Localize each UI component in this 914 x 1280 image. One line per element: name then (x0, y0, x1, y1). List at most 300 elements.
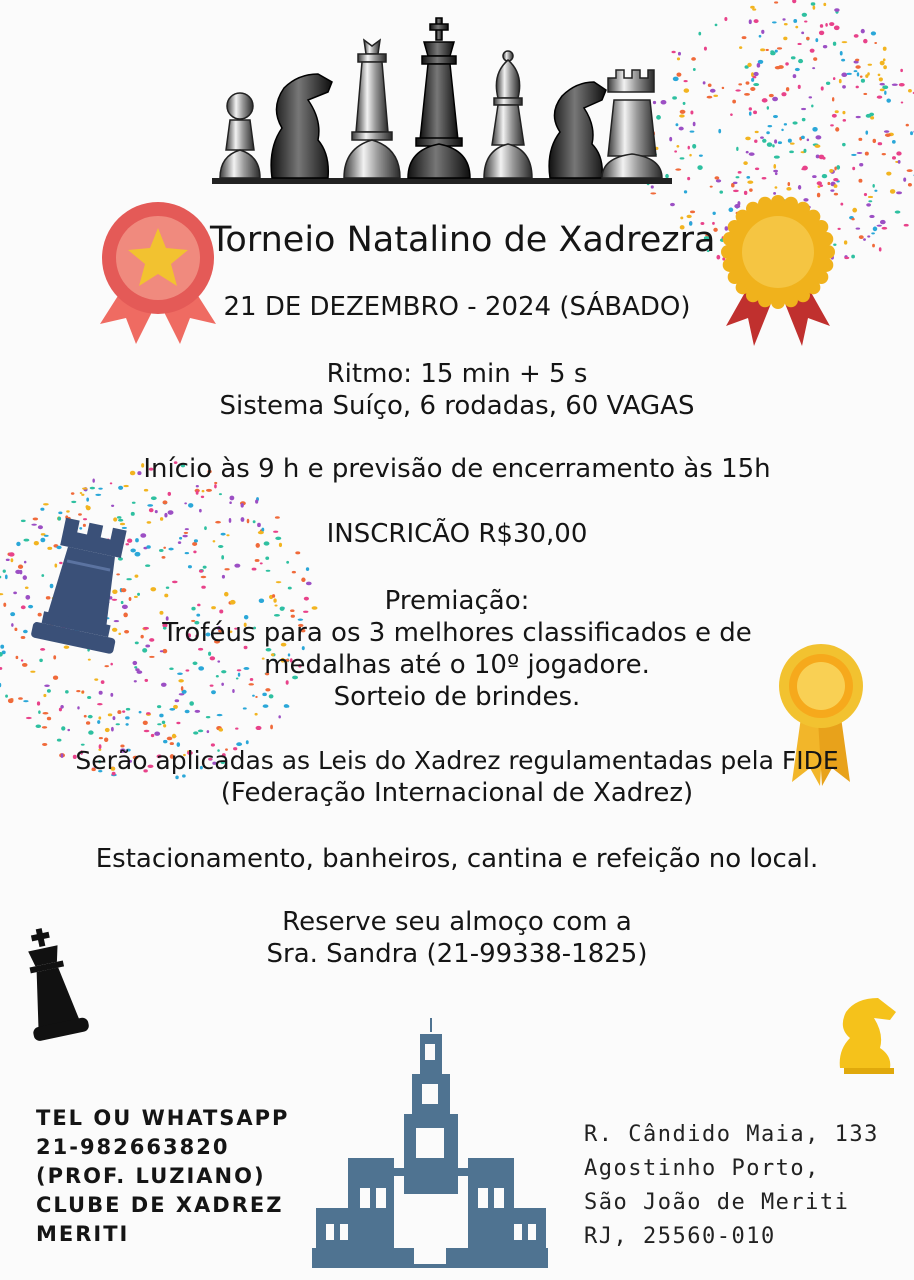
confetti-dot (792, 0, 796, 3)
confetti-dot (863, 238, 866, 241)
inscricao-text: INSCRICÃO R$30,00 (326, 519, 588, 549)
confetti-dot (837, 228, 840, 230)
confetti-dot (196, 485, 199, 487)
confetti-dot (674, 150, 677, 152)
confetti-dot (867, 235, 870, 237)
address-line: RJ, 25560-010 (584, 1224, 776, 1249)
premiacao-line2: medalhas até o 10º jogadore. (264, 650, 650, 680)
confetti-dot (743, 161, 747, 165)
confetti-dot (677, 57, 680, 60)
confetti-dot (835, 127, 839, 132)
confetti-dot (260, 562, 263, 564)
confetti-dot (753, 83, 759, 86)
confetti-dot (775, 66, 781, 69)
confetti-dot (98, 716, 101, 719)
leis-line1: Serão aplicadas as Leis do Xadrez regulamentadas pela FIDE (75, 746, 839, 775)
confetti-dot (833, 178, 838, 181)
confetti-dot (688, 146, 690, 150)
confetti-dot (880, 61, 885, 66)
confetti-dot (151, 496, 157, 500)
confetti-dot (71, 501, 76, 503)
confetti-dot (852, 208, 857, 213)
confetti-dot (699, 154, 703, 156)
confetti-dot (40, 508, 44, 511)
confetti-dot (856, 86, 859, 89)
almoco-line2: Sra. Sandra (21-99338-1825) (266, 939, 648, 969)
confetti-dot (761, 30, 764, 34)
confetti-dot (112, 716, 115, 720)
confetti-dot (744, 191, 747, 195)
confetti-dot (840, 51, 843, 56)
confetti-dot (671, 51, 675, 54)
confetti-dot (265, 557, 269, 560)
confetti-dot (692, 144, 696, 149)
confetti-dot (777, 47, 782, 49)
confetti-dot (871, 232, 875, 234)
confetti-dot (703, 81, 706, 84)
confetti-dot (95, 494, 101, 496)
confetti-dot (739, 46, 742, 49)
confetti-dot (789, 151, 794, 154)
confetti-dot (295, 551, 300, 554)
confetti-dot (755, 167, 759, 170)
confetti-dot (814, 144, 820, 147)
confetti-dot (835, 110, 839, 113)
confetti-dot (255, 559, 260, 562)
confetti-dot (820, 24, 823, 28)
confetti-dot (904, 224, 909, 227)
address-block (584, 1118, 879, 1254)
confetti-dot (830, 124, 834, 126)
confetti-dot (785, 62, 789, 65)
confetti-dot (855, 59, 859, 62)
confetti-dot (754, 140, 757, 143)
confetti-dot (781, 92, 786, 96)
contact-block (36, 1104, 289, 1249)
confetti-dot (833, 42, 836, 46)
address-line: R. Cândido Maia, 133 (584, 1122, 879, 1147)
confetti-dot (116, 723, 120, 725)
confetti-dot (736, 176, 740, 178)
confetti-dot (797, 43, 801, 45)
confetti-dot (859, 235, 864, 239)
confetti-dot (864, 193, 867, 196)
confetti-dot (892, 156, 896, 160)
confetti-dot (193, 550, 196, 553)
confetti-dot (680, 110, 686, 114)
confetti-dot (829, 169, 833, 173)
confetti-dot (162, 721, 165, 724)
confetti-dot (773, 170, 778, 173)
confetti-dot (43, 503, 49, 505)
confetti-dot (829, 22, 834, 26)
confetti-dot (206, 489, 212, 492)
confetti-dot (819, 155, 825, 160)
confetti-dot (872, 184, 874, 188)
confetti-dot (832, 97, 834, 101)
confetti-dot (851, 154, 856, 156)
confetti-dot (687, 215, 692, 218)
confetti-dot (856, 228, 861, 230)
confetti-dot (755, 131, 759, 133)
confetti-dot (812, 175, 817, 178)
confetti-dot (788, 139, 792, 143)
confetti-dot (738, 171, 742, 174)
confetti-dot (9, 552, 15, 556)
confetti-dot (762, 177, 767, 179)
confetti-dot (834, 193, 838, 196)
confetti-dot (5, 574, 8, 579)
confetti-dot (715, 176, 720, 179)
confetti-dot (155, 510, 158, 513)
confetti-dot (712, 212, 715, 215)
confetti-dot (125, 723, 128, 726)
confetti-dot (66, 510, 70, 512)
confetti-dot (105, 728, 110, 732)
confetti-dot (713, 95, 718, 97)
confetti-dot (707, 96, 713, 99)
confetti-dot (58, 512, 62, 515)
confetti-dot (716, 179, 721, 182)
confetti-dot (892, 84, 898, 86)
confetti-dot (782, 18, 785, 20)
confetti-dot (806, 37, 810, 40)
confetti-dot (88, 715, 93, 718)
confetti-dot (746, 151, 749, 154)
confetti-dot (886, 172, 891, 176)
confetti-dot (879, 83, 884, 86)
confetti-dot (26, 717, 32, 719)
confetti-dot (193, 731, 198, 734)
confetti-dot (188, 503, 193, 508)
confetti-dot (697, 165, 702, 170)
confetti-dot (201, 576, 207, 578)
confetti-dot (691, 57, 696, 61)
confetti-dot (900, 69, 903, 72)
confetti-dot (757, 63, 761, 68)
confetti-dot (6, 559, 10, 561)
confetti-dot (81, 494, 84, 496)
confetti-dot (792, 121, 797, 124)
confetti-dot (812, 67, 815, 69)
confetti-dot (753, 72, 758, 76)
confetti-dot (874, 42, 877, 44)
estrutura-text: Estacionamento, banheiros, cantina e refeição no local. (95, 844, 819, 874)
confetti-dot (111, 727, 114, 732)
confetti-dot (680, 157, 685, 159)
confetti-dot (224, 568, 229, 570)
confetti-dot (775, 186, 778, 189)
confetti-dot (863, 93, 867, 95)
confetti-dot (871, 31, 876, 35)
confetti-dot (678, 52, 681, 56)
confetti-dot (306, 567, 309, 571)
confetti-dot (719, 190, 723, 193)
confetti-dot (841, 73, 847, 78)
confetti-dot (798, 85, 801, 89)
confetti-dot (877, 225, 882, 227)
confetti-dot (745, 137, 751, 141)
confetti-dot (255, 500, 258, 504)
confetti-dot (217, 714, 223, 716)
confetti-dot (234, 564, 240, 568)
confetti-dot (715, 24, 718, 27)
confetti-dot (241, 503, 244, 508)
confetti-dot (203, 566, 207, 569)
confetti-dot (766, 49, 769, 51)
confetti-dot (817, 193, 820, 198)
address-line: Agostinho Porto, (584, 1156, 820, 1181)
confetti-dot (804, 20, 807, 22)
confetti-dot (783, 37, 787, 41)
confetti-dot (742, 36, 747, 39)
confetti-dot (762, 98, 768, 102)
confetti-dot (11, 558, 14, 562)
confetti-dot (672, 96, 677, 99)
confetti-dot (759, 35, 762, 38)
confetti-dot (823, 3, 826, 6)
almoco-line1: Reserve seu almoço com a (282, 907, 632, 937)
confetti-dot (767, 142, 772, 147)
confetti-dot (690, 211, 695, 214)
confetti-dot (693, 122, 696, 127)
confetti-dot (846, 73, 851, 75)
confetti-dot (689, 154, 691, 157)
confetti-dot (791, 56, 796, 59)
confetti-dot (770, 50, 774, 53)
confetti-dot (733, 182, 738, 184)
confetti-dot (698, 32, 701, 36)
confetti-dot (819, 184, 823, 187)
confetti-dot (832, 114, 837, 118)
confetti-dot (144, 730, 150, 732)
confetti-dot (798, 185, 801, 190)
confetti-dot (276, 581, 282, 583)
confetti-dot (760, 48, 765, 51)
confetti-dot (675, 168, 681, 170)
confetti-dot (801, 168, 807, 170)
confetti-dot (676, 145, 679, 148)
confetti-dot (147, 504, 153, 507)
confetti-dot (790, 142, 795, 144)
confetti-dot (793, 19, 797, 23)
confetti-dot (906, 124, 909, 127)
confetti-dot (82, 487, 87, 489)
confetti-dot (733, 190, 739, 192)
confetti-dot (143, 721, 148, 725)
confetti-dot (219, 728, 224, 732)
confetti-dot (866, 203, 871, 206)
confetti-dot (769, 94, 774, 97)
confetti-dot (196, 490, 199, 495)
confetti-dot (42, 726, 47, 728)
confetti-dot (861, 79, 865, 83)
confetti-dot (784, 123, 787, 125)
confetti-dot (842, 143, 846, 146)
confetti-dot (827, 182, 830, 185)
confetti-dot (821, 86, 824, 90)
confetti-dot (883, 65, 887, 69)
confetti-dot (235, 728, 238, 730)
confetti-dot (157, 723, 161, 725)
confetti-dot (252, 568, 257, 571)
confetti-dot (882, 153, 886, 155)
confetti-dot (90, 487, 95, 490)
confetti-dot (71, 492, 75, 495)
confetti-dot (80, 492, 83, 494)
confetti-dot (874, 190, 877, 192)
confetti-dot (206, 716, 211, 718)
confetti-dot (693, 68, 696, 71)
confetti-dot (774, 155, 780, 158)
chess-pieces-row-icon (212, 18, 672, 186)
confetti-dot (863, 39, 867, 44)
confetti-dot (860, 76, 863, 78)
confetti-dot (684, 190, 687, 193)
confetti-dot (172, 734, 176, 739)
confetti-dot (704, 47, 707, 51)
confetti-dot (865, 131, 868, 135)
confetti-dot (834, 184, 838, 188)
confetti-dot (722, 87, 725, 89)
confetti-dot (786, 187, 791, 191)
confetti-dot (798, 59, 803, 63)
confetti-dot (84, 715, 87, 718)
event-title: Torneio Natalino de Xadrezra (210, 220, 716, 260)
confetti-dot (834, 166, 836, 170)
confetti-dot (747, 181, 753, 184)
confetti-dot (839, 79, 842, 83)
confetti-dot (221, 555, 224, 559)
confetti-dot (162, 556, 166, 559)
confetti-dot (270, 725, 273, 730)
confetti-dot (766, 131, 770, 134)
confetti-dot (858, 138, 862, 141)
confetti-dot (0, 576, 1, 579)
horario-text: Início às 9 h e previsão de encerramento às 15h (143, 454, 771, 484)
confetti-dot (801, 108, 806, 110)
confetti-dot (676, 72, 681, 76)
contact-line: CLUBE DE XADREZ (36, 1193, 284, 1217)
confetti-dot (708, 84, 712, 88)
confetti-dot (767, 106, 769, 110)
confetti-dot (795, 68, 800, 71)
confetti-dot (753, 111, 757, 115)
church-icon (308, 1018, 552, 1274)
contact-line: MERITI (36, 1222, 130, 1246)
confetti-dot (895, 210, 901, 213)
confetti-dot (801, 136, 805, 140)
confetti-dot (151, 734, 154, 737)
confetti-dot (167, 737, 173, 741)
confetti-dot (890, 189, 895, 194)
confetti-dot (123, 485, 129, 487)
premiacao-line3: Sorteio de brindes. (333, 682, 581, 712)
confetti-dot (834, 8, 840, 12)
confetti-dot (801, 31, 804, 34)
confetti-dot (907, 169, 913, 172)
confetti-dot (149, 508, 154, 512)
confetti-dot (842, 111, 845, 114)
confetti-dot (815, 38, 818, 42)
address-line: São João de Meriti (584, 1190, 850, 1215)
confetti-dot (718, 129, 721, 133)
confetti-dot (163, 724, 166, 727)
confetti-dot (879, 77, 883, 81)
confetti-dot (172, 581, 178, 584)
confetti-dot (812, 127, 817, 132)
confetti-dot (883, 58, 886, 61)
confetti-dot (807, 139, 809, 142)
confetti-dot (836, 165, 840, 170)
confetti-dot (202, 490, 205, 493)
premiacao-heading: Premiação: (384, 586, 530, 616)
confetti-dot (869, 113, 874, 117)
ritmo-text: Ritmo: 15 min + 5 s (326, 359, 588, 389)
confetti-dot (36, 725, 42, 729)
confetti-dot (857, 72, 859, 76)
confetti-dot (868, 200, 872, 202)
confetti-dot (774, 139, 777, 143)
confetti-dot (823, 45, 827, 48)
confetti-dot (856, 116, 861, 118)
confetti-dot (176, 722, 180, 724)
confetti-dot (762, 139, 766, 143)
confetti-dot (844, 257, 849, 259)
confetti-dot (710, 186, 713, 188)
confetti-dot (3, 569, 6, 572)
confetti-dot (896, 191, 902, 194)
confetti-dot (868, 196, 873, 198)
confetti-dot (687, 177, 690, 180)
confetti-dot (684, 80, 688, 82)
confetti-dot (877, 96, 883, 99)
confetti-dot (97, 720, 100, 724)
confetti-dot (857, 152, 863, 154)
confetti-dot (246, 740, 249, 744)
confetti-dot (802, 13, 807, 17)
confetti-dot (772, 144, 775, 147)
confetti-dot (199, 570, 203, 573)
confetti-dot (869, 215, 874, 218)
confetti-dot (851, 218, 854, 221)
confetti-dot (842, 41, 848, 43)
confetti-dot (673, 77, 679, 82)
confetti-dot (833, 77, 835, 80)
confetti-dot (750, 6, 755, 9)
confetti-dot (746, 176, 750, 179)
confetti-dot (86, 721, 90, 725)
confetti-dot (185, 552, 189, 554)
confetti-dot (773, 192, 776, 195)
confetti-dot (301, 578, 305, 582)
confetti-dot (892, 140, 896, 144)
confetti-dot (730, 113, 733, 116)
confetti-dot (229, 501, 232, 504)
confetti-dot (98, 488, 102, 490)
confetti-dot (843, 119, 846, 122)
confetti-dot (879, 247, 882, 251)
confetti-dot (108, 713, 112, 716)
confetti-dot (88, 730, 93, 734)
confetti-dot (861, 29, 865, 33)
confetti-dot (710, 89, 716, 93)
confetti-dot (690, 131, 695, 133)
confetti-dot (199, 509, 202, 513)
confetti-dot (896, 151, 901, 155)
confetti-dot (882, 227, 888, 230)
confetti-dot (163, 500, 168, 504)
